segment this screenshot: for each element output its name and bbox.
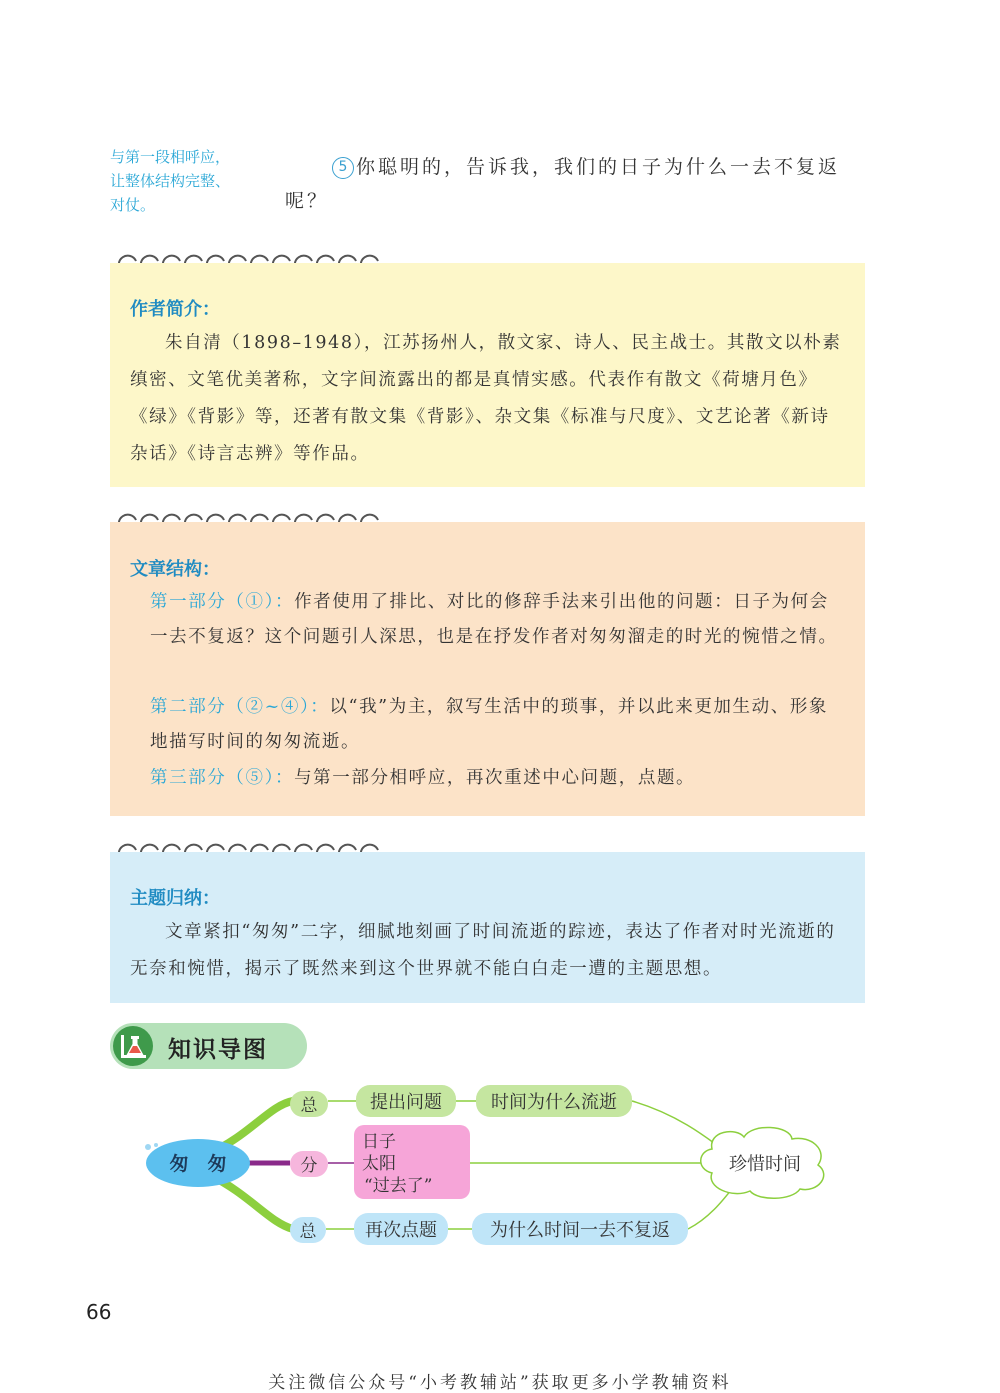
annotation-line: 让整体结构完整、 (110, 172, 231, 190)
bottom-node-2-label: 为什么时间一去不复返 (490, 1220, 670, 1241)
margin-annotation (110, 145, 280, 217)
branch-bottom-label: 总 (299, 1222, 317, 1242)
author-intro-text: 朱自清（1898–1948），江苏扬州人，散文家、诗人、民主战士。其散文以朴素缜密、文笔优美著称，文字间流露出的都是真情实感。代表作有散文《荷塘月色》《绿》《背影》等，还著有散文集《背影》、杂文集《标准与尺度》、文艺论著《新诗杂话》《诗言志辨》等作品。 (130, 333, 842, 464)
mid-node-line-1: 日子 (362, 1132, 396, 1152)
author-intro-box (110, 263, 865, 487)
theme-box (110, 852, 865, 1003)
branch-top-label: 总 (300, 1096, 318, 1116)
part-label: 第一部分（①）： (150, 592, 295, 612)
top-node-2-label: 时间为什么流逝 (491, 1092, 617, 1113)
part-label: 第三部分（⑤）： (150, 768, 295, 788)
part-label: 第二部分（②~④）： (150, 697, 330, 717)
theme-title: 主题归纳： (130, 888, 220, 909)
section-title: 知识导图 (168, 1037, 268, 1063)
page-number: 66 (86, 1300, 112, 1324)
mid-node-line-3: “过去了” (364, 1176, 433, 1196)
paragraph-number: 5 (332, 157, 354, 179)
root-label: 匆 匆 (169, 1153, 227, 1175)
conclusion-label: 珍惜时间 (729, 1154, 801, 1175)
top-node-1-label: 提出问题 (370, 1092, 442, 1113)
structure-box (110, 522, 865, 816)
structure-part-2 (150, 690, 847, 760)
part-text: 与第一部分相呼应，再次重述中心问题，点题。 (294, 768, 696, 788)
structure-part-1 (150, 585, 847, 655)
part-text: 以“我”为主，叙写生活中的琐事，并以此来更加生动、形象地描写时间的匆匆流逝。 (150, 697, 829, 752)
paragraph-5 (285, 150, 875, 218)
flask-icon (113, 1026, 153, 1066)
section-header (110, 1023, 307, 1069)
footer-note: 关注微信公众号“小考教辅站”获取更多小学教辅资料 (268, 1373, 732, 1393)
author-intro-title: 作者简介： (130, 299, 220, 320)
mind-map (0, 1075, 1000, 1255)
paragraph-text: 你聪明的，告诉我，我们的日子为什么一去不复返呢？ (285, 156, 841, 212)
branch-mid-label: 分 (300, 1156, 318, 1176)
structure-title: 文章结构： (130, 559, 220, 580)
bottom-node-1-label: 再次点题 (365, 1220, 437, 1241)
mid-node-line-2: 太阳 (362, 1154, 396, 1174)
annotation-line: 对仗。 (110, 196, 156, 214)
annotation-line: 与第一段相呼应， (110, 148, 231, 166)
part-text: 作者使用了排比、对比的修辞手法来引出他的问题：日子为何会一去不复返？这个问题引人深思，也是在抒发作者对匆匆溜走的时光的惋惜之情。 (150, 592, 838, 647)
structure-part-3 (150, 761, 847, 796)
theme-text: 文章紧扣“匆匆”二字，细腻地刻画了时间流逝的踪迹，表达了作者对时光流逝的无奈和惋惜，揭示了既然来到这个世界就不能白白走一遭的主题思想。 (130, 922, 836, 979)
